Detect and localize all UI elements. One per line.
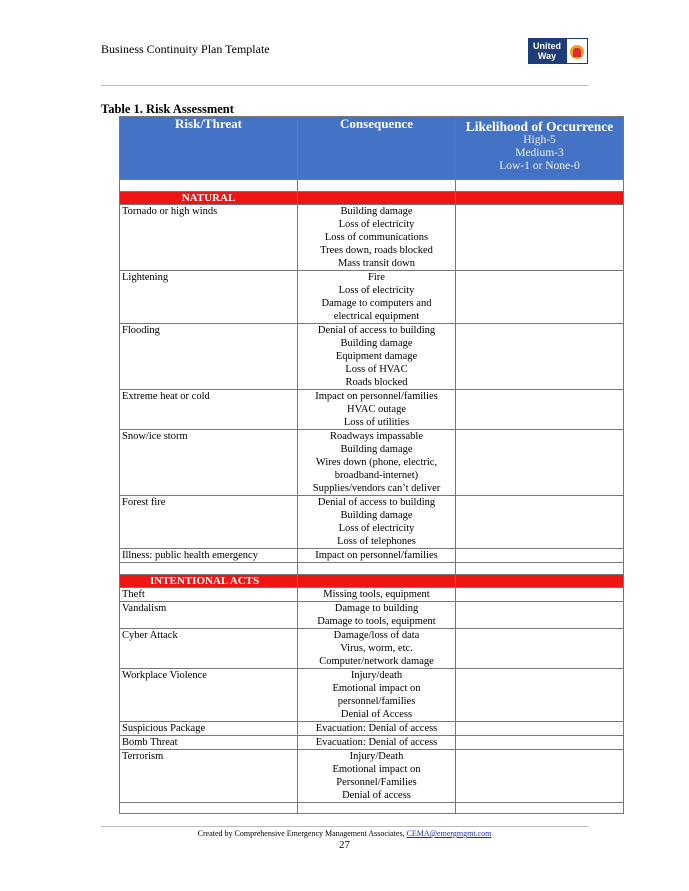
consequence-cell [298,390,456,430]
likelihood-cell[interactable] [456,736,624,750]
column-header-consequence: Consequence [298,117,456,180]
likelihood-cell[interactable] [456,324,624,390]
risk-cell: Tornado or high winds [120,205,298,271]
risk-cell: Terrorism [120,750,298,803]
consequence-cell [298,324,456,390]
consequence-line: Computer/network damage [319,656,434,667]
empty-cell [120,563,298,575]
risk-cell: Lightening [120,271,298,324]
consequence-line: Loss of communications [324,232,429,243]
consequence-line: Evacuation: Denial of access [315,737,438,748]
risk-cell: Workplace Violence [120,669,298,722]
consequence-line: Denial of access to building [317,497,436,508]
document-header-title: Business Continuity Plan Template [101,42,270,56]
spacer-row [120,180,624,192]
consequence-line: HVAC outage [346,404,406,415]
risk-cell: Extreme heat or cold [120,390,298,430]
consequence-cell [298,549,456,563]
consequence-line: Emotional impact on [332,764,421,775]
consequence-line: Trees down, roads blocked [320,245,433,256]
footer-email-link[interactable]: CEMA@emergmgmt.com [406,829,492,838]
table-row [120,629,624,669]
section-title: INTENTIONAL ACTS [120,575,298,588]
consequence-line: Injury/Death [349,751,404,762]
column-header-risk: Risk/Threat [120,117,298,180]
table-row [120,722,624,736]
risk-cell: Snow/ice storm [120,430,298,496]
likelihood-cell[interactable] [456,496,624,549]
consequence-cell [298,588,456,602]
likelihood-scale-line: Medium-3 [515,147,564,159]
section-empty-cell [456,192,624,205]
table-row [120,750,624,803]
consequence-line: Supplies/vendors can’t deliver [312,483,441,494]
table-row [120,549,624,563]
risk-cell: Suspicious Package [120,722,298,736]
consequence-line: Damage/loss of data [333,630,420,641]
logo-text: United Way [528,38,566,64]
consequence-line: Wires down (phone, electric, [315,457,438,468]
table-row [120,602,624,629]
consequence-line: Virus, worm, etc. [340,643,413,654]
consequence-line: Denial of access to building [317,325,436,336]
empty-cell [298,803,456,814]
likelihood-cell[interactable] [456,722,624,736]
consequence-cell [298,736,456,750]
header-divider [101,85,588,86]
consequence-cell [298,629,456,669]
risk-cell: Bomb Threat [120,736,298,750]
likelihood-cell[interactable] [456,588,624,602]
consequence-cell [298,271,456,324]
section-empty-cell [298,575,456,588]
consequence-line: Loss of utilities [343,417,410,428]
consequence-line: Denial of Access [340,709,413,720]
consequence-line: Denial of access [342,790,411,801]
consequence-line: electrical equipment [333,311,420,322]
table-row [120,430,624,496]
column-header-likelihood [456,117,624,180]
consequence-cell [298,602,456,629]
consequence-cell [298,750,456,803]
consequence-line: Loss of electricity [338,523,415,534]
consequence-line: Damage to computers and [321,298,432,309]
consequence-line: Personnel/Families [336,777,417,788]
footer-credit: Created by Comprehensive Emergency Management Associates, [197,829,407,838]
table-row [120,390,624,430]
consequence-line: Loss of HVAC [345,364,408,375]
empty-cell [456,563,624,575]
empty-cell [298,180,456,192]
consequence-line: Damage to tools, equipment [317,616,436,627]
table-body [120,180,624,814]
section-header-row [120,192,624,205]
consequence-line: Impact on personnel/families [315,391,438,402]
risk-cell: Flooding [120,324,298,390]
table-row [120,588,624,602]
consequence-line: Building damage [340,338,413,349]
empty-cell [120,180,298,192]
consequence-line: broadband-internet) [334,470,419,481]
table-row [120,496,624,549]
table-header-row [120,117,624,180]
likelihood-cell[interactable] [456,430,624,496]
table-row [120,736,624,750]
likelihood-scale-line: High-5 [523,134,556,146]
consequence-cell [298,722,456,736]
likelihood-cell[interactable] [456,669,624,722]
likelihood-cell[interactable] [456,271,624,324]
consequence-line: Roadways impassable [329,431,424,442]
consequence-line: Loss of electricity [338,219,415,230]
consequence-line: Fire [368,272,385,283]
likelihood-cell[interactable] [456,390,624,430]
likelihood-cell[interactable] [456,602,624,629]
risk-cell: Illness: public health emergency [120,549,298,563]
consequence-line: Loss of telephones [337,536,416,547]
table-row [120,669,624,722]
united-way-emblem-icon [566,38,588,64]
consequence-line: Impact on personnel/families [315,550,438,561]
consequence-cell [298,205,456,271]
risk-cell: Forest fire [120,496,298,549]
table-row [120,205,624,271]
risk-cell: Theft [120,588,298,602]
table-caption: Table 1. Risk Assessment [101,102,234,116]
table-row [120,324,624,390]
consequence-line: Mass transit down [338,258,415,269]
consequence-line: Injury/death [350,670,403,681]
likelihood-title: Likelihood of Occurrence [465,119,614,134]
empty-cell [456,180,624,192]
empty-cell [456,803,624,814]
consequence-line: Building damage [340,206,413,217]
likelihood-cell[interactable] [456,205,624,271]
consequence-line: Roads blocked [345,377,408,388]
likelihood-cell[interactable] [456,549,624,563]
united-way-logo [528,38,588,64]
empty-cell [120,803,298,814]
consequence-cell [298,496,456,549]
footer-text [0,829,689,838]
consequence-line: Equipment damage [335,351,418,362]
likelihood-scale-line: Low-1 or None-0 [499,160,580,172]
consequence-line: Damage to building [334,603,419,614]
section-empty-cell [456,575,624,588]
consequence-cell [298,669,456,722]
consequence-line: Loss of electricity [338,285,415,296]
footer-divider [101,826,588,827]
risk-assessment-table [119,116,624,814]
spacer-row [120,563,624,575]
section-header-row [120,575,624,588]
likelihood-cell[interactable] [456,750,624,803]
consequence-line: Evacuation: Denial of access [315,723,438,734]
risk-cell: Vandalism [120,602,298,629]
consequence-line: Emotional impact on [332,683,421,694]
consequence-cell [298,430,456,496]
section-title: NATURAL [120,192,298,205]
consequence-line: personnel/families [337,696,416,707]
trailing-blank-row [120,803,624,814]
consequence-line: Building damage [340,510,413,521]
consequence-line: Missing tools, equipment [323,589,430,600]
table-row [120,271,624,324]
consequence-line: Building damage [340,444,413,455]
likelihood-cell[interactable] [456,629,624,669]
section-empty-cell [298,192,456,205]
page-number: 27 [339,839,350,851]
risk-cell: Cyber Attack [120,629,298,669]
empty-cell [298,563,456,575]
